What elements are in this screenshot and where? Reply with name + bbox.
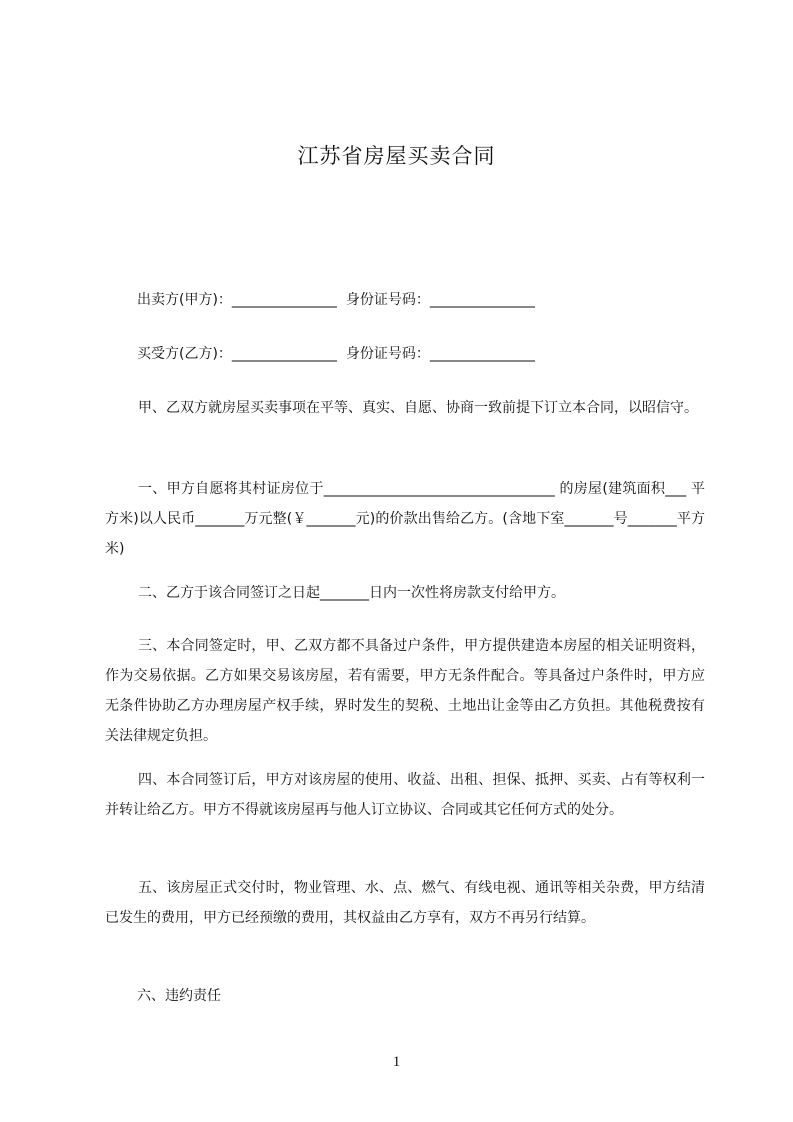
buyer-line: 买受方(乙方)：_______________ 身份证号码：_______________ [137, 346, 535, 362]
seller-line: 出卖方(甲方)：_______________ 身份证号码：_______________ [137, 292, 535, 308]
clause-2: 二、乙方于该合同签订之日起_______日内一次性将房款支付给甲方。 [138, 585, 565, 601]
page-title: 江苏省房屋买卖合同 [297, 144, 496, 168]
clause-6-heading: 六、违约责任 [137, 988, 221, 1004]
clause-4: 四、本合同签订后，甲方对该房屋的使用、收益、出租、担保、抵押、买卖、占有等权利一并转让给乙方。甲方不得就该房屋再与他人订立协议、合同或其它任何方式的处分。 [105, 772, 705, 818]
clause-5: 五、该房屋正式交付时，物业管理、水、点、燃气、有线电视、通讯等相关杂费，甲方结清已发生的费用，甲方已经预缴的费用，其权益由乙方享有，双方不再另行结算。 [105, 880, 705, 926]
intro-paragraph: 甲、乙双方就房屋买卖事项在平等、真实、自愿、协商一致前提下订立本合同，以昭信守。 [138, 400, 698, 416]
clause-3: 三、本合同签定时，甲、乙双方都不具备过户条件，甲方提供建造本房屋的相关证明资料，作为交易依据。乙方如果交易该房屋，若有需要，甲方无条件配合。等具备过户条件时，甲方应无条件协助乙方办理房屋产权手续，界时发生的契税、土地出让金等由乙方负担。其他税费按有关法律规定负担。 [105, 638, 705, 744]
page-number: 1 [392, 1054, 401, 1070]
clause-1: 一、甲方自愿将其村证房位于_________________________________ 的房屋(建筑面积___ 平方米)以人民币_______万元整(￥_______元)的价款出售给乙方。(含地下室_______号_______平方米) [105, 481, 705, 557]
